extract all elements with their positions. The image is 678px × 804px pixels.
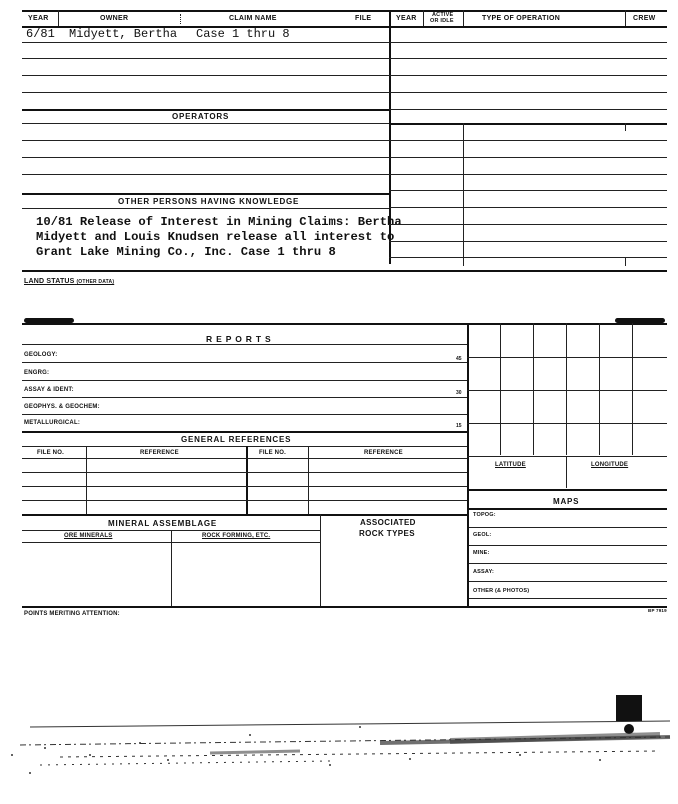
latitude-label: LATITUDE bbox=[495, 462, 526, 468]
entry-year: 6/81 bbox=[26, 27, 55, 41]
header-claim-name: CLAIM NAME bbox=[229, 15, 277, 22]
longitude-label: LONGITUDE bbox=[591, 462, 629, 468]
operators-heading: OPERATORS bbox=[172, 112, 230, 121]
map-topog: TOPOG: bbox=[473, 512, 496, 518]
map-geol: GEOL: bbox=[473, 532, 492, 538]
points-meriting-attention: POINTS MERITING ATTENTION: bbox=[24, 611, 120, 617]
report-assay: ASSAY & IDENT: bbox=[24, 387, 74, 393]
scale-15: 15 bbox=[456, 423, 462, 429]
mineral-assemblage-heading: MINERAL ASSEMBLAGE bbox=[108, 519, 218, 528]
header-year-2: YEAR bbox=[396, 15, 417, 22]
form-number: BP 7919 bbox=[648, 608, 667, 613]
gr-col-file-no-1: FILE NO. bbox=[37, 450, 64, 456]
header-active: ACTIVE bbox=[432, 12, 454, 18]
land-status-label bbox=[24, 278, 114, 285]
maps-heading: MAPS bbox=[553, 497, 580, 506]
other-persons-heading: OTHER PERSONS HAVING KNOWLEDGE bbox=[118, 197, 300, 206]
rock-forming-label: ROCK FORMING, ETC. bbox=[202, 533, 271, 539]
associated-label: ASSOCIATED bbox=[360, 518, 416, 527]
gr-col-file-no-2: FILE NO. bbox=[259, 450, 286, 456]
land-status-sub: (OTHER DATA) bbox=[76, 279, 115, 285]
report-geophys: GEOPHYS. & GEOCHEM: bbox=[24, 404, 100, 410]
header-owner: OWNER bbox=[100, 15, 129, 22]
scale-45: 45 bbox=[456, 356, 462, 362]
general-references-heading: GENERAL REFERENCES bbox=[181, 435, 292, 444]
knowledge-note: 10/81 Release of Interest in Mining Claims: Bertha Midyett and Louis Knudsen release all interest to Grant Lake Mining Co., Inc. Case 1 thru 8 bbox=[36, 215, 402, 259]
land-status-text: LAND STATUS bbox=[24, 278, 75, 285]
ore-minerals-label: ORE MINERALS bbox=[64, 533, 113, 539]
header-crew: CREW bbox=[633, 15, 656, 22]
map-other: OTHER (& PHOTOS) bbox=[473, 588, 530, 594]
header-file: FILE bbox=[355, 15, 372, 22]
entry-claim-name: Case 1 thru 8 bbox=[196, 27, 290, 41]
scan-noise-band bbox=[0, 715, 678, 785]
header-or-idle: OR IDLE bbox=[430, 18, 454, 24]
reports-heading: R E P O R T S bbox=[206, 334, 272, 344]
scale-30: 30 bbox=[456, 390, 462, 396]
report-metallurgical: METALLURGICAL: bbox=[24, 420, 81, 426]
map-assay: ASSAY: bbox=[473, 569, 495, 575]
gr-col-reference-2: REFERENCE bbox=[364, 450, 403, 456]
report-geology: GEOLOGY: bbox=[24, 352, 58, 358]
gr-col-reference-1: REFERENCE bbox=[140, 450, 179, 456]
map-mine: MINE: bbox=[473, 550, 490, 556]
header-year: YEAR bbox=[28, 15, 49, 22]
rock-types-label: ROCK TYPES bbox=[359, 529, 416, 538]
entry-owner: Midyett, Bertha bbox=[69, 27, 178, 41]
header-type-of-operation: TYPE OF OPERATION bbox=[482, 15, 561, 22]
report-engrg: ENGRG: bbox=[24, 370, 50, 376]
